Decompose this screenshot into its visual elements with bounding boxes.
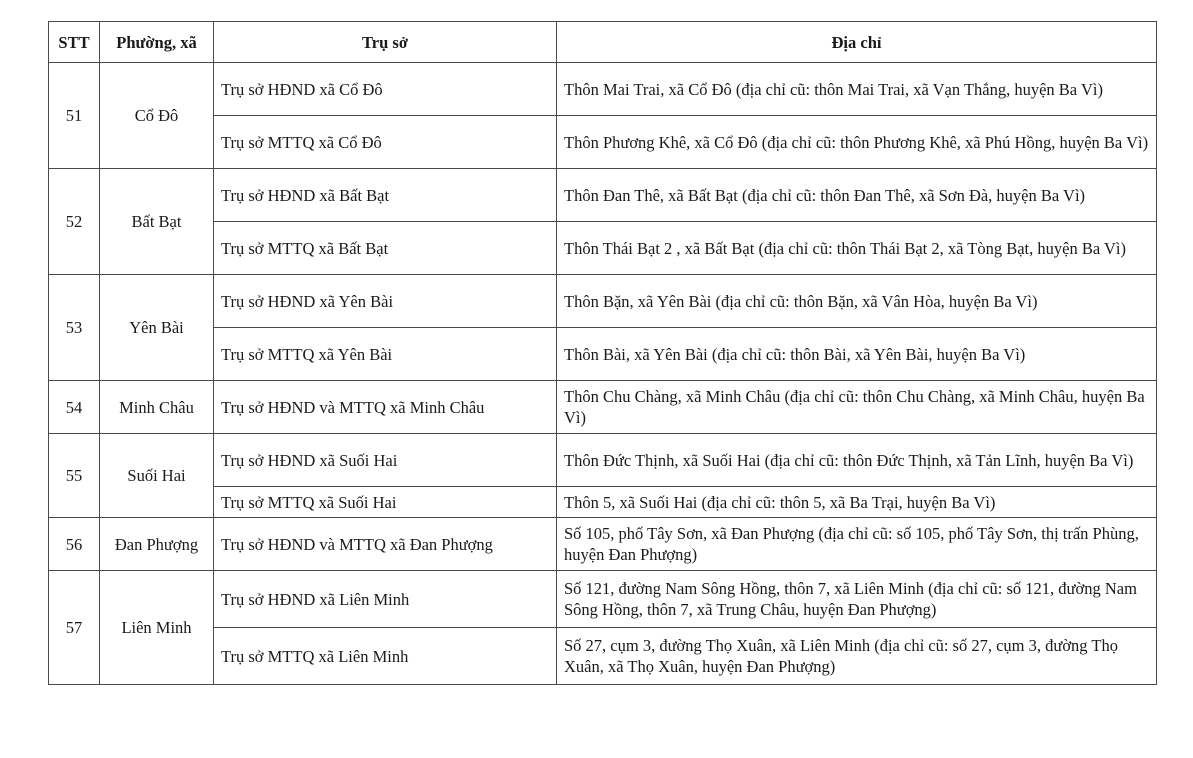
address-cell: Thôn 5, xã Suối Hai (địa chỉ cũ: thôn 5, xã Ba Trại, huyện Ba Vì) bbox=[557, 487, 1157, 518]
office-cell: Trụ sở MTTQ xã Cổ Đô bbox=[214, 116, 557, 169]
stt-cell: 53 bbox=[49, 275, 100, 381]
ward-cell: Suối Hai bbox=[100, 434, 214, 518]
address-cell: Thôn Mai Trai, xã Cổ Đô (địa chỉ cũ: thôn Mai Trai, xã Vạn Thắng, huyện Ba Vì) bbox=[557, 63, 1157, 116]
office-cell: Trụ sở MTTQ xã Bất Bạt bbox=[214, 222, 557, 275]
office-cell: Trụ sở HĐND và MTTQ xã Đan Phượng bbox=[214, 518, 557, 571]
office-cell: Trụ sở HĐND và MTTQ xã Minh Châu bbox=[214, 381, 557, 434]
ward-cell: Đan Phượng bbox=[100, 518, 214, 571]
office-cell: Trụ sở MTTQ xã Suối Hai bbox=[214, 487, 557, 518]
office-cell: Trụ sở HĐND xã Yên Bài bbox=[214, 275, 557, 328]
address-cell: Thôn Phương Khê, xã Cổ Đô (địa chỉ cũ: thôn Phương Khê, xã Phú Hồng, huyện Ba Vì) bbox=[557, 116, 1157, 169]
stt-cell: 55 bbox=[49, 434, 100, 518]
office-address-table bbox=[48, 21, 1157, 685]
table-header-row bbox=[49, 22, 1157, 63]
address-cell: Thôn Bài, xã Yên Bài (địa chỉ cũ: thôn Bài, xã Yên Bài, huyện Ba Vì) bbox=[557, 328, 1157, 381]
office-cell: Trụ sở HĐND xã Cổ Đô bbox=[214, 63, 557, 116]
address-cell: Thôn Thái Bạt 2 , xã Bất Bạt (địa chỉ cũ: thôn Thái Bạt 2, xã Tòng Bạt, huyện Ba Vì) bbox=[557, 222, 1157, 275]
ward-cell: Minh Châu bbox=[100, 381, 214, 434]
address-cell: Thôn Đan Thê, xã Bất Bạt (địa chỉ cũ: thôn Đan Thê, xã Sơn Đà, huyện Ba Vì) bbox=[557, 169, 1157, 222]
table-row bbox=[49, 518, 1157, 571]
stt-cell: 57 bbox=[49, 571, 100, 685]
address-cell: Thôn Chu Chàng, xã Minh Châu (địa chỉ cũ: thôn Chu Chàng, xã Minh Châu, huyện Ba Vì) bbox=[557, 381, 1157, 434]
ward-cell: Liên Minh bbox=[100, 571, 214, 685]
header-address: Địa chỉ bbox=[557, 22, 1157, 63]
office-cell: Trụ sở HĐND xã Liên Minh bbox=[214, 571, 557, 628]
stt-cell: 56 bbox=[49, 518, 100, 571]
address-cell: Số 121, đường Nam Sông Hồng, thôn 7, xã Liên Minh (địa chỉ cũ: số 121, đường Nam Sông Hồng, thôn 7, xã Trung Châu, huyện Đan Phượng) bbox=[557, 571, 1157, 628]
ward-cell: Bất Bạt bbox=[100, 169, 214, 275]
header-office: Trụ sở bbox=[214, 22, 557, 63]
table-row bbox=[49, 63, 1157, 116]
stt-cell: 52 bbox=[49, 169, 100, 275]
ward-cell: Yên Bài bbox=[100, 275, 214, 381]
address-cell: Số 105, phố Tây Sơn, xã Đan Phượng (địa chỉ cũ: số 105, phố Tây Sơn, thị trấn Phùng, huyện Đan Phượng) bbox=[557, 518, 1157, 571]
table-row bbox=[49, 222, 1157, 275]
office-cell: Trụ sở HĐND xã Bất Bạt bbox=[214, 169, 557, 222]
stt-cell: 54 bbox=[49, 381, 100, 434]
table-row bbox=[49, 434, 1157, 487]
table-row bbox=[49, 116, 1157, 169]
table-row bbox=[49, 628, 1157, 685]
address-cell: Thôn Đức Thịnh, xã Suối Hai (địa chỉ cũ: thôn Đức Thịnh, xã Tản Lĩnh, huyện Ba Vì) bbox=[557, 434, 1157, 487]
table-row bbox=[49, 169, 1157, 222]
office-cell: Trụ sở MTTQ xã Yên Bài bbox=[214, 328, 557, 381]
address-cell: Số 27, cụm 3, đường Thọ Xuân, xã Liên Minh (địa chỉ cũ: số 27, cụm 3, đường Thọ Xuân, xã Thọ Xuân, huyện Đan Phượng) bbox=[557, 628, 1157, 685]
header-ward: Phường, xã bbox=[100, 22, 214, 63]
table-row bbox=[49, 487, 1157, 518]
table-row bbox=[49, 275, 1157, 328]
table-row bbox=[49, 328, 1157, 381]
office-cell: Trụ sở MTTQ xã Liên Minh bbox=[214, 628, 557, 685]
stt-cell: 51 bbox=[49, 63, 100, 169]
table-row bbox=[49, 381, 1157, 434]
ward-cell: Cổ Đô bbox=[100, 63, 214, 169]
header-stt: STT bbox=[49, 22, 100, 63]
office-cell: Trụ sở HĐND xã Suối Hai bbox=[214, 434, 557, 487]
address-cell: Thôn Bặn, xã Yên Bài (địa chỉ cũ: thôn Bặn, xã Vân Hòa, huyện Ba Vì) bbox=[557, 275, 1157, 328]
table-row bbox=[49, 571, 1157, 628]
